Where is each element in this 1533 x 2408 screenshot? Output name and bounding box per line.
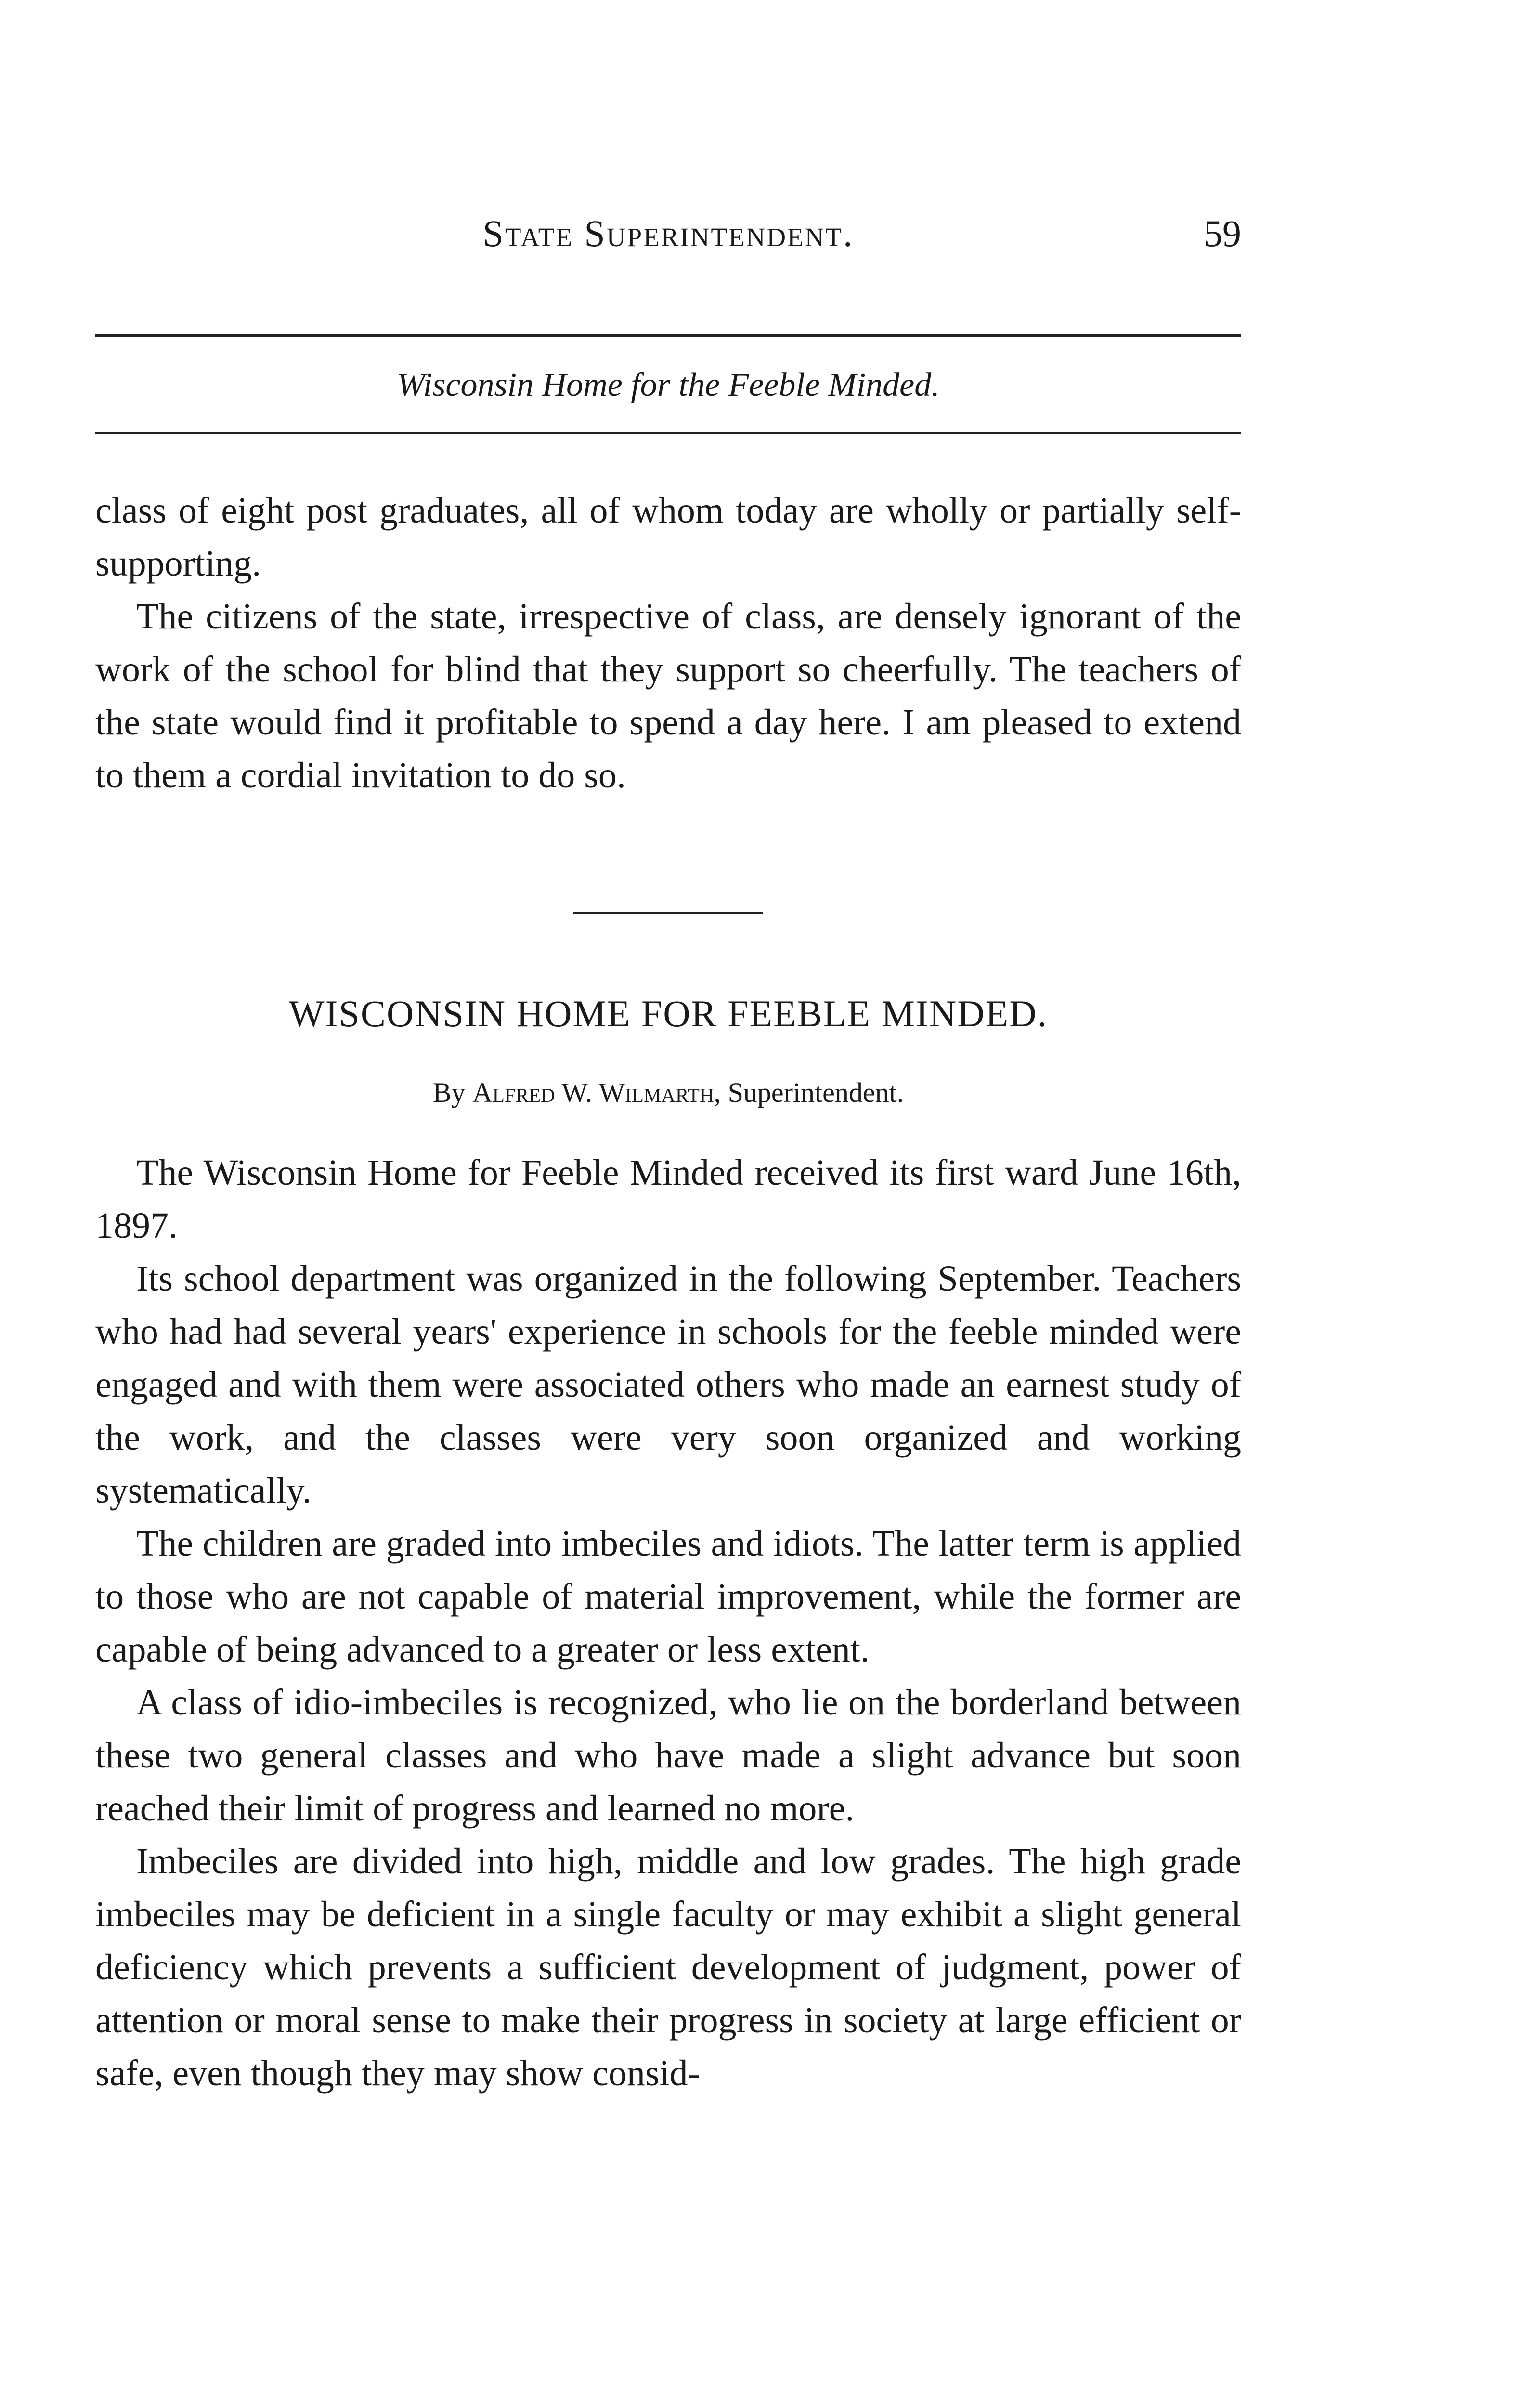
byline	[95, 1076, 1241, 1109]
article-body	[95, 1146, 1241, 2100]
section-separator	[573, 912, 763, 914]
header-rule-bottom	[95, 432, 1241, 434]
author-name: Alfred W. Wilmarth	[472, 1077, 714, 1108]
running-head	[95, 212, 1241, 265]
paragraph: class of eight post graduates, all of whom today are wholly or partially self-supporting.	[95, 490, 1241, 584]
page-number: 59	[1204, 212, 1241, 254]
continuation-text	[95, 484, 1241, 802]
header-rule-top	[95, 334, 1241, 337]
paragraph: Its school department was organized in the following September. Teachers who had had several years' experience in schools for the feeble minded were engaged and with them were associated others who made an earnest study of the work, and the classes were very soon organized and working systematically.	[95, 1258, 1241, 1511]
paragraph: A class of idio-imbeciles is recognized, who lie on the borderland between these two general classes and who have made a slight advance but soon reached their limit of progress and learned no more.	[95, 1682, 1241, 1829]
article-title: WISCONSIN HOME FOR FEEBLE MINDED.	[288, 993, 1048, 1034]
paragraph: The Wisconsin Home for Feeble Minded received its first ward June 16th, 1897.	[95, 1152, 1241, 1246]
paragraph: The citizens of the state, irrespective of class, are densely ignorant of the work of the school for blind that they support so cheerfully. The teachers of the state would find it profitable to spend a day here. I am pleased to extend to them a cordial invitation to do so.	[95, 596, 1241, 796]
paragraph: The children are graded into imbeciles and idiots. The latter term is applied to those who are not capable of material improvement, while the former are capable of being advanced to a greater or less extent.	[95, 1523, 1241, 1670]
running-title: State Superintendent.	[482, 212, 854, 254]
byline-prefix: By	[432, 1077, 466, 1108]
author-role: , Superintendent.	[714, 1077, 904, 1108]
paragraph: Imbeciles are divided into high, middle and low grades. The high grade imbeciles may be deficient in a single faculty or may exhibit a slight general deficiency which prevents a sufficient development of judgment, power of attention or moral sense to make their progress in society at large efficient or safe, even though they may show consid-	[95, 1841, 1241, 2094]
section-caption: Wisconsin Home for the Feeble Minded.	[397, 366, 940, 404]
